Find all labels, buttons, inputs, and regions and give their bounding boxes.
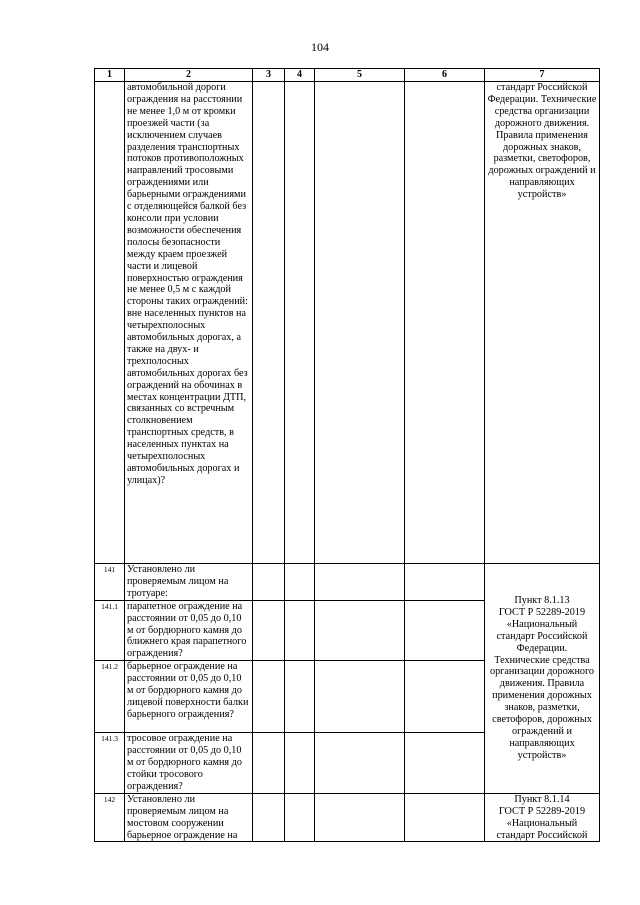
- row-number: 141.3: [95, 733, 125, 794]
- empty-cell: [253, 600, 285, 661]
- empty-cell: [285, 793, 315, 842]
- requirement-text: парапетное ограждение на расстоянии от 0,05 до 0,10 м от бордюрного камня до ближнего края парапетного ограждения?: [125, 600, 253, 661]
- empty-cell: [285, 82, 315, 564]
- table-row: [95, 82, 600, 564]
- row-number: 141: [95, 564, 125, 601]
- empty-cell: [253, 661, 285, 733]
- empty-cell: [315, 600, 405, 661]
- header-col-3: 3: [253, 69, 285, 82]
- empty-cell: [315, 82, 405, 564]
- requirement-text: барьерное ограждение на расстоянии от 0,05 до 0,10 м от бордюрного камня до лицевой поверхности балки барьерного ограждения?: [125, 661, 253, 733]
- header-col-1: 1: [95, 69, 125, 82]
- header-col-2: 2: [125, 69, 253, 82]
- empty-cell: [315, 733, 405, 794]
- normative-reference: [485, 793, 600, 842]
- empty-cell: [405, 564, 485, 601]
- page-number: 104: [311, 40, 329, 54]
- table-row: [95, 793, 600, 842]
- empty-cell: [253, 82, 285, 564]
- row-number: [95, 82, 125, 564]
- empty-cell: [253, 733, 285, 794]
- empty-cell: [405, 661, 485, 733]
- row-number: 142: [95, 793, 125, 842]
- row-number: 141.1: [95, 600, 125, 661]
- requirement-text: тросовое ограждение на расстоянии от 0,05 до 0,10 м от бордюрного камня до стойки тросового ограждения?: [125, 733, 253, 794]
- reference-text-142: Пункт 8.1.14 ГОСТ Р 52289-2019 «Национальный стандарт Российской: [496, 793, 588, 841]
- empty-cell: [253, 793, 285, 842]
- header-row: [95, 69, 600, 82]
- requirement-text: автомобильной дороги ограждения на расстоянии не менее 1,0 м от кромки проезжей части (за исключением случаев разделения транспортных потоков противоположных направлений тросовыми ограждениями или барьерными ограждениями с отделяющейся балкой без консоли при условии возможности обеспечения полосы безопасности между краем проезжей части и лицевой поверхностью ограждения не менее 0,5 м с каждой стороны таких ограждений: вне населенных пунктов на четырехполосных автомобильных дорогах, а также на двух- и трехполосных автомобильных дорогах без ограждений на обочинах в местах концентрации ДТП, связанных со встречным столкновением транспортных средств, в населенных пунктах на четырехполосных автомобильных дорогах и улицах)?: [125, 82, 253, 564]
- empty-cell: [315, 661, 405, 733]
- empty-cell: [315, 793, 405, 842]
- header-col-7: 7: [485, 69, 600, 82]
- table-row: [95, 564, 600, 601]
- empty-cell: [285, 661, 315, 733]
- header-col-5: 5: [315, 69, 405, 82]
- requirements-table: [94, 68, 600, 842]
- empty-cell: [285, 564, 315, 601]
- requirement-text: Установлено ли проверяемым лицом на мостовом сооружении барьерное ограждение на: [125, 793, 253, 842]
- reference-text-141: Пункт 8.1.13 ГОСТ Р 52289-2019 «Национальный стандарт Российской Федерации. Технические средства организации дорожного движения. Правила применения дорожных знаков, разметки, светофоров, дорожных ограждений и направляющих устройств»: [489, 595, 595, 761]
- header-col-6: 6: [405, 69, 485, 82]
- normative-reference: [485, 564, 600, 794]
- empty-cell: [285, 600, 315, 661]
- empty-cell: [405, 733, 485, 794]
- header-col-4: 4: [285, 69, 315, 82]
- requirement-text: Установлено ли проверяемым лицом на тротуаре:: [125, 564, 253, 601]
- normative-reference: стандарт Российской Федерации. Технические средства организации дорожного движения. Правила применения дорожных знаков, разметки, светофоров, дорожных ограждений и направляющих устройств»: [485, 82, 600, 564]
- row-number: 141.2: [95, 661, 125, 733]
- empty-cell: [405, 82, 485, 564]
- empty-cell: [405, 793, 485, 842]
- empty-cell: [315, 564, 405, 601]
- empty-cell: [285, 733, 315, 794]
- empty-cell: [253, 564, 285, 601]
- empty-cell: [405, 600, 485, 661]
